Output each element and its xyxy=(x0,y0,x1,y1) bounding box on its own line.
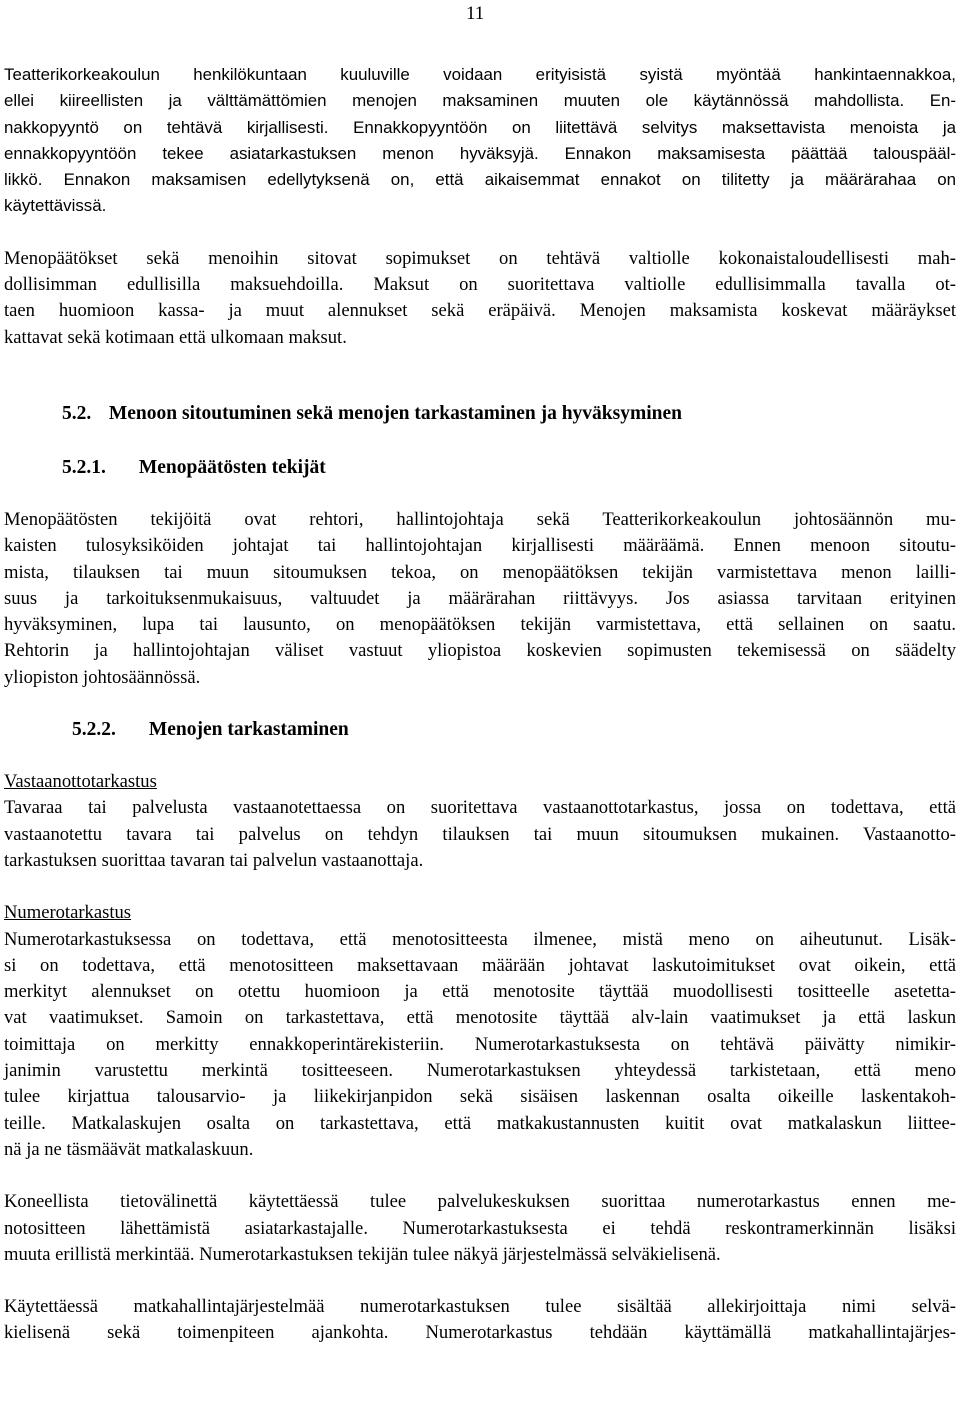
text-line: nä ja ne täsmäävät matkalaskuun. xyxy=(4,1138,254,1160)
paragraph-reception-check xyxy=(4,795,956,874)
text-line: dollisimman edullisilla maksuehdoilla. Maksut on suoritettava valtiolle edullisimmalla tavalla ot- xyxy=(4,274,956,296)
paragraph-electronic-media xyxy=(4,1189,956,1268)
text-line: Numerotarkastuksessa on todettava, että menotositteesta ilmenee, mistä meno on aiheutunut. Lisäk- xyxy=(4,928,956,950)
text-line: likkö. Ennakon maksamisen edellytyksenä on, että aikaisemmat ennakot on tilitetty ja määrärahaa on xyxy=(4,170,956,190)
text-line: tarkastuksen suorittaa tavaran tai palvelun vastaanottaja. xyxy=(4,849,424,871)
text-line: Rehtorin ja hallintojohtajan väliset vastuut yliopistoa koskevien sopimusten tekemisessä on säädelty xyxy=(4,640,956,662)
paragraph-number-check xyxy=(4,927,956,1164)
heading-number: 5.2.1. xyxy=(62,456,106,478)
text-line: janimin varustettu merkintä tositteeseen. Numerotarkastuksen yhteydessä tarkistetaan, että meno xyxy=(4,1060,956,1082)
text-line: ennakkopyyntöön tekee asiatarkastuksen menon hyväksyjä. Ennakon maksamisesta päättää talouspääl- xyxy=(4,143,956,163)
text-line: taen huomioon kassa- ja muut alennukset sekä eräpäivä. Menojen maksamista koskevat määräykset xyxy=(4,300,956,322)
subheading-number-check: Numerotarkastus xyxy=(4,902,132,924)
text-line: notositteen lähettämistä asiatarkastajalle. Numerotarkastuksesta ei tehdä reskontramerkinnän lisäksi xyxy=(4,1217,956,1239)
heading-title: Menoon sitoutuminen sekä menojen tarkastaminen ja hyväksyminen xyxy=(108,402,683,424)
text-line: yliopiston johtosäännössä. xyxy=(4,666,201,688)
text-line: nakkopyyntö on tehtävä kirjallisesti. Ennakkopyyntöön on liitettävä selvitys maksettavista menoista ja xyxy=(4,117,956,137)
heading-number: 5.2. xyxy=(62,402,92,424)
text-line: Teatterikorkeakoulun henkilökuntaan kuuluville voidaan erityisistä syistä myöntää hankintaennakkoa, xyxy=(4,65,956,84)
text-line: mista, tilauksen tai muun sitoumuksen tekoa, on menopäätöksen tekijän varmistettava menon lailli- xyxy=(4,561,956,583)
text-line: Käytettäessä matkahallintajärjestelmää numerotarkastuksen tulee sisältää allekirjoittaja nimi selvä- xyxy=(4,1296,956,1318)
text-line: Menopäätökset sekä menoihin sitovat sopimukset on tehtävä valtiolle kokonaistaloudellisesti mah- xyxy=(4,247,956,269)
heading-number: 5.2.2. xyxy=(72,719,116,741)
text-line: toimittaja on merkitty ennakkoperintärekisteriin. Numerotarkastuksesta on tehtävä päivätty nimikir- xyxy=(4,1033,956,1055)
document-body xyxy=(4,62,956,1347)
section-heading-5-2 xyxy=(4,401,956,427)
text-line: kielisenä sekä toimenpiteen ajankohta. Numerotarkastus tehdään käyttämällä matkahallintajärjes- xyxy=(4,1322,956,1344)
text-line: si on todettava, että menotositteen maksettavaan määrään johtavat laskutoimitukset ovat oikein, että xyxy=(4,954,956,976)
subheading-reception-check: Vastaanottotarkastus xyxy=(4,771,157,793)
text-line: tulee kirjattua talousarvio- ja liikekirjanpidon sekä sisäisen laskennan osalta oikeille laskentakoh- xyxy=(4,1086,956,1108)
text-line: vastaanotettu tavara tai palvelus on tehdyn tilauksen tai muun sitoumuksen mukainen. Vastaanotto- xyxy=(4,823,956,845)
section-heading-5-2-1 xyxy=(4,455,956,481)
text-line: Menopäätösten tekijöitä ovat rehtori, hallintojohtaja sekä Teatterikorkeakoulun johtosäännön mu- xyxy=(4,508,956,530)
text-line: Tavaraa tai palvelusta vastaanotettaessa on suoritettava vastaanottotarkastus, jossa on todettava, että xyxy=(4,797,956,819)
text-line: kaisten tulosyksiköiden johtajat tai hallintojohtajan kirjallisesti määräämä. Ennen menoon sitoutu- xyxy=(4,535,956,557)
text-line: käytettävissä. xyxy=(4,196,107,216)
text-line: muuta erillistä merkintää. Numerotarkastuksen tekijän tulee näkyä järjestelmässä selväkielisenä. xyxy=(4,1243,721,1265)
paragraph-decision-makers xyxy=(4,507,956,691)
text-line: teille. Matkalaskujen osalta on tarkastettava, että matkakustannusten kuitit ovat matkalaskun liittee- xyxy=(4,1112,956,1134)
section-heading-5-2-2 xyxy=(4,717,956,743)
text-line: Koneellista tietovälinettä käytettäessä tulee palvelukeskuksen suorittaa numerotarkastus ennen me- xyxy=(4,1191,956,1213)
text-line: merkityt alennukset on otettu huomioon ja että menotosite täyttää muodollisesti tositteelle asetetta- xyxy=(4,981,956,1003)
paragraph-payment-terms xyxy=(4,246,956,351)
heading-title: Menojen tarkastaminen xyxy=(148,719,349,741)
paragraph-advance-payment xyxy=(4,62,956,220)
paragraph-travel-system xyxy=(4,1294,956,1347)
heading-title: Menopäätösten tekijät xyxy=(138,456,326,478)
text-line: kattavat sekä kotimaan että ulkomaan maksut. xyxy=(4,326,347,348)
text-line: vat vaatimukset. Samoin on tarkastettava, että menotosite täyttää alv-lain vaatimukset ja että laskun xyxy=(4,1007,956,1029)
text-line: suus ja tarkoituksenmukaisuus, valtuudet ja määrärahan riittävyys. Jos asiassa tarvitaan erityinen xyxy=(4,587,956,609)
text-line: ellei kiireellisten ja välttämättömien menojen maksaminen muuten ole käytännössä mahdollista. En- xyxy=(4,91,956,111)
page-number: 11 xyxy=(466,3,485,24)
text-line: hyväksyminen, lupa tai lausunto, on menopäätöksen tekijän varmistettava, että sellainen on saatu. xyxy=(4,614,956,636)
